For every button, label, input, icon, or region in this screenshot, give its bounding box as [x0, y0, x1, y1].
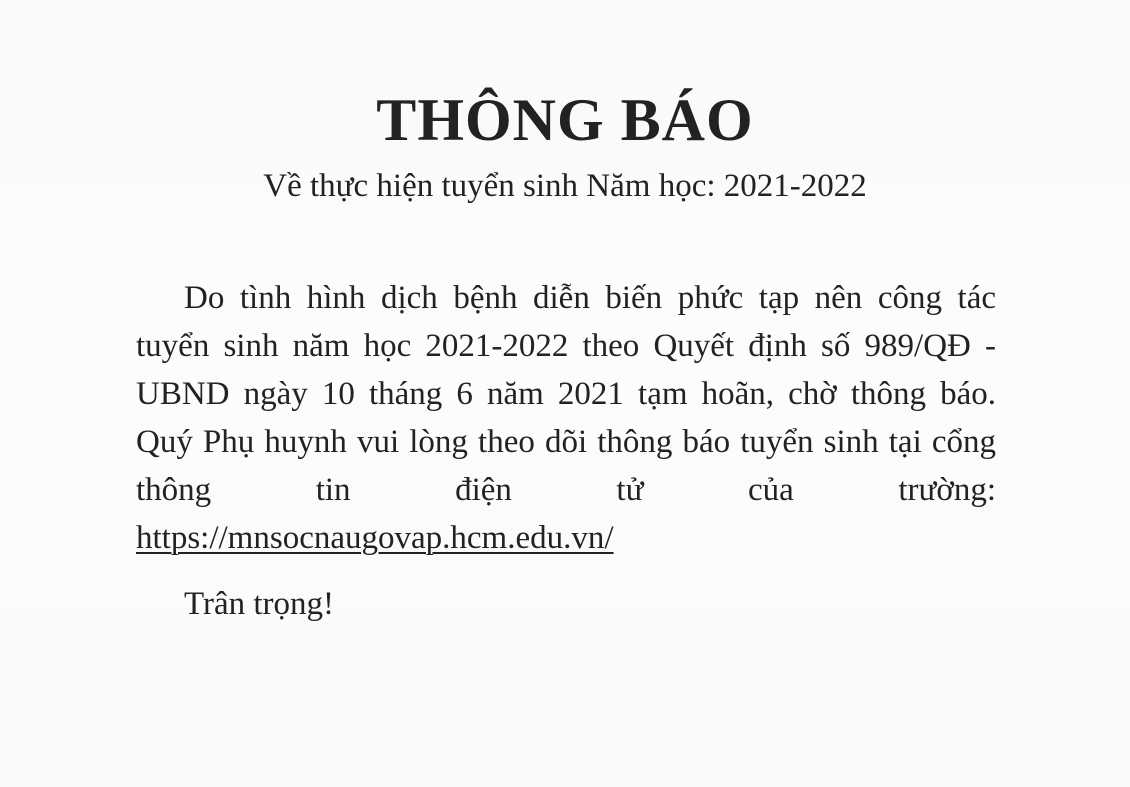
school-portal-link[interactable]: https://mnsocnaugovap.hcm.edu.vn/: [136, 520, 614, 556]
body-paragraph: [136, 274, 996, 562]
closing-text: Trân trọng!: [184, 586, 335, 622]
page-subtitle: Về thực hiện tuyển sinh Năm học: 2021-2022: [263, 168, 867, 204]
page-title: THÔNG BÁO: [376, 87, 754, 153]
body-text: Do tình hình dịch bệnh diễn biến phức tạp nên công tác tuyển sinh năm học 2021-2022 theo Quyết định số 989/QĐ - UBND ngày 10 tháng 6 năm 2021 tạm hoãn, chờ thông báo. Quý Phụ huynh vui lòng theo dõi thông báo tuyển sinh tại cổng thông tin điện tử của trường:: [136, 280, 996, 508]
